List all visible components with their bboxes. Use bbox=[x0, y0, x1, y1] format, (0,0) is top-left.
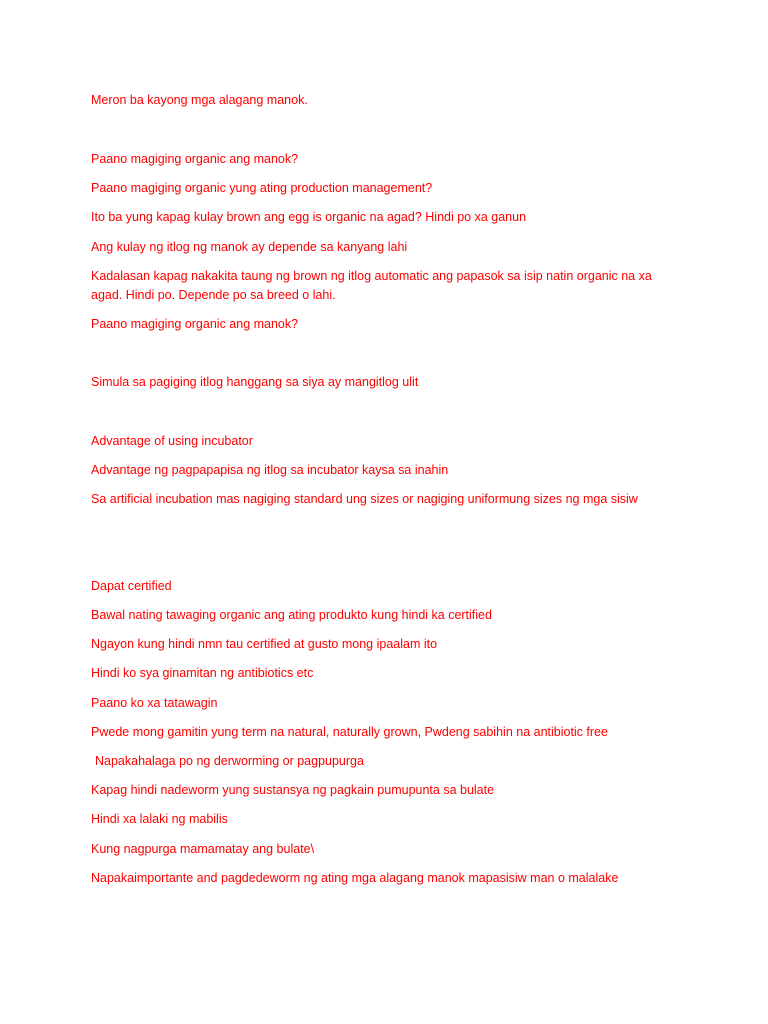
text-line: Simula sa pagiging itlog hanggang sa siya ay mangitlog ulit bbox=[91, 375, 419, 389]
text-line: Napakahalaga po ng derworming or pagpupurga bbox=[95, 754, 364, 768]
text-line: Napakaimportante and pagdedeworm ng ating mga alagang manok mapasisiw man o malalake bbox=[91, 871, 619, 885]
text-line: Ngayon kung hindi nmn tau certified at gusto mong ipaalam ito bbox=[91, 637, 438, 651]
text-line: Kapag hindi nadeworm yung sustansya ng pagkain pumupunta sa bulate bbox=[91, 783, 495, 797]
text-line: Ito ba yung kapag kulay brown ang egg is organic na agad? Hindi po xa ganun bbox=[91, 210, 527, 224]
text-line: Pwede mong gamitin yung term na natural, naturally grown, Pwdeng sabihin na antibiotic free bbox=[91, 725, 608, 739]
text-line: Paano magiging organic ang manok? bbox=[91, 152, 299, 166]
text-line: Hindi ko sya ginamitan ng antibiotics etc bbox=[91, 666, 314, 680]
text-line: Bawal nating tawaging organic ang ating produkto kung hindi ka certified bbox=[91, 608, 492, 622]
text-line: Paano magiging organic yung ating production management? bbox=[91, 181, 433, 195]
text-line: Meron ba kayong mga alagang manok. bbox=[91, 93, 308, 107]
text-line: Advantage of using incubator bbox=[91, 434, 253, 448]
text-line: Advantage ng pagpapapisa ng itlog sa incubator kaysa sa inahin bbox=[91, 463, 449, 477]
text-paragraph: Kadalasan kapag nakakita taung ng brown ng itlog automatic ang papasok sa isip natin organic na xa agad. Hindi po. Depende po sa breed o lahi. bbox=[91, 269, 652, 302]
text-line: Ang kulay ng itlog ng manok ay depende sa kanyang lahi bbox=[91, 240, 408, 254]
text-line: Kung nagpurga mamamatay ang bulate\ bbox=[91, 842, 315, 856]
text-line: Hindi xa lalaki ng mabilis bbox=[91, 812, 228, 826]
text-line: Sa artificial incubation mas nagiging standard ung sizes or nagiging uniformung sizes ng mga sisiw bbox=[91, 492, 638, 506]
text-line: Paano ko xa tatawagin bbox=[91, 696, 218, 710]
text-line: Paano magiging organic ang manok? bbox=[91, 317, 299, 331]
text-line: Dapat certified bbox=[91, 579, 172, 593]
